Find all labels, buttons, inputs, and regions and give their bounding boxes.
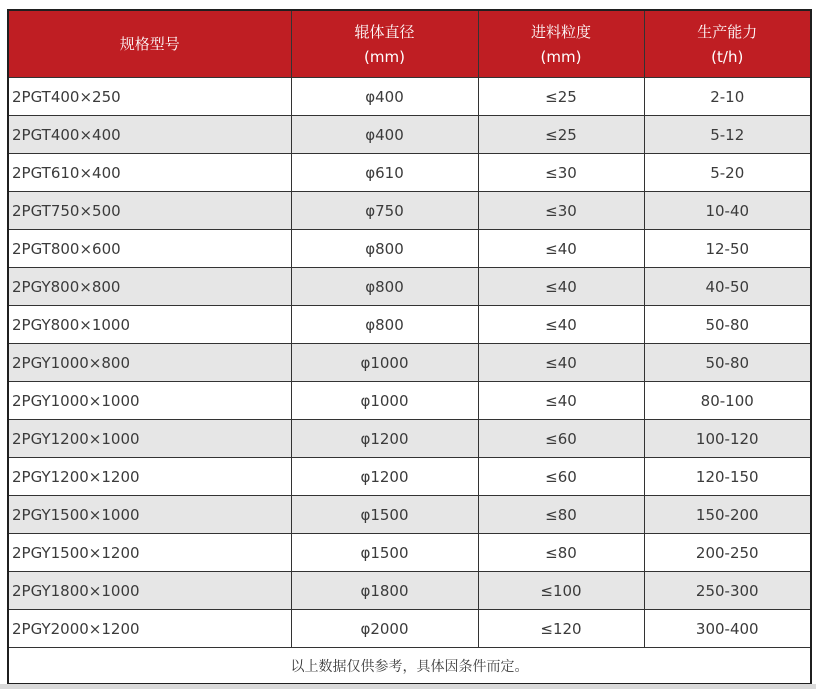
cell-capacity: 120-150 [644,458,811,496]
table-row [8,534,811,572]
cell-feed-size: ≤80 [478,496,644,534]
bottom-edge-strip [0,684,816,689]
cell-feed-size: ≤60 [478,420,644,458]
cell-feed-size: ≤25 [478,116,644,154]
cell-diameter: φ400 [291,78,478,116]
cell-capacity: 150-200 [644,496,811,534]
table-row [8,306,811,344]
cell-capacity: 80-100 [644,382,811,420]
cell-diameter: φ800 [291,306,478,344]
cell-capacity: 12-50 [644,230,811,268]
cell-diameter: φ1500 [291,534,478,572]
header-row [8,10,811,78]
cell-capacity: 250-300 [644,572,811,610]
table-note: 以上数据仅供参考，具体因条件而定。 [8,648,811,685]
cell-model: 2PGT800×600 [8,230,291,268]
cell-model: 2PGT610×400 [8,154,291,192]
table-row [8,192,811,230]
cell-model: 2PGY1800×1000 [8,572,291,610]
cell-feed-size: ≤30 [478,192,644,230]
cell-diameter: φ800 [291,268,478,306]
table-footer [8,648,811,685]
cell-diameter: φ2000 [291,610,478,648]
cell-model: 2PGY1200×1000 [8,420,291,458]
table-row [8,496,811,534]
table-row [8,610,811,648]
table-row [8,458,811,496]
column-header-unit: (mm) [540,48,582,66]
cell-model: 2PGY1000×800 [8,344,291,382]
table-row [8,344,811,382]
cell-diameter: φ610 [291,154,478,192]
cell-feed-size: ≤40 [478,306,644,344]
column-header-unit: (mm) [364,48,405,66]
table-header [8,10,811,78]
cell-capacity: 50-80 [644,344,811,382]
cell-capacity: 200-250 [644,534,811,572]
cell-model: 2PGT750×500 [8,192,291,230]
table-row [8,420,811,458]
cell-diameter: φ1000 [291,382,478,420]
cell-feed-size: ≤80 [478,534,644,572]
cell-diameter: φ1200 [291,458,478,496]
cell-model: 2PGT400×250 [8,78,291,116]
cell-capacity: 300-400 [644,610,811,648]
cell-diameter: φ400 [291,116,478,154]
cell-capacity: 5-12 [644,116,811,154]
cell-model: 2PGT400×400 [8,116,291,154]
table-row [8,382,811,420]
cell-feed-size: ≤40 [478,268,644,306]
cell-diameter: φ1000 [291,344,478,382]
cell-capacity: 10-40 [644,192,811,230]
cell-diameter: φ1800 [291,572,478,610]
cell-model: 2PGY800×1000 [8,306,291,344]
table-row [8,230,811,268]
cell-feed-size: ≤60 [478,458,644,496]
cell-capacity: 2-10 [644,78,811,116]
column-header-feed-size [478,10,644,78]
cell-model: 2PGY1500×1200 [8,534,291,572]
cell-capacity: 40-50 [644,268,811,306]
column-header-label: 生产能力 [697,23,758,41]
column-header-label: 进料粒度 [530,23,591,41]
cell-feed-size: ≤40 [478,230,644,268]
table-row [8,268,811,306]
column-header-diameter [291,10,478,78]
table-row [8,572,811,610]
cell-diameter: φ1200 [291,420,478,458]
cell-feed-size: ≤40 [478,344,644,382]
cell-feed-size: ≤25 [478,78,644,116]
cell-diameter: φ800 [291,230,478,268]
column-header-capacity [644,10,811,78]
cell-feed-size: ≤100 [478,572,644,610]
cell-model: 2PGY800×800 [8,268,291,306]
table-row [8,154,811,192]
cell-model: 2PGY2000×1200 [8,610,291,648]
footer-row [8,648,811,685]
column-header-model [8,10,291,78]
cell-diameter: φ750 [291,192,478,230]
cell-feed-size: ≤120 [478,610,644,648]
cell-feed-size: ≤40 [478,382,644,420]
cell-feed-size: ≤30 [478,154,644,192]
cell-capacity: 50-80 [644,306,811,344]
table-row [8,116,811,154]
column-header-unit: (t/h) [711,48,744,66]
column-header-label: 规格型号 [119,35,180,53]
spec-table [7,9,812,685]
cell-model: 2PGY1500×1000 [8,496,291,534]
table-body [8,78,811,648]
column-header-label: 辊体直径 [354,23,415,41]
cell-model: 2PGY1000×1000 [8,382,291,420]
cell-diameter: φ1500 [291,496,478,534]
cell-model: 2PGY1200×1200 [8,458,291,496]
table-row [8,78,811,116]
cell-capacity: 100-120 [644,420,811,458]
cell-capacity: 5-20 [644,154,811,192]
